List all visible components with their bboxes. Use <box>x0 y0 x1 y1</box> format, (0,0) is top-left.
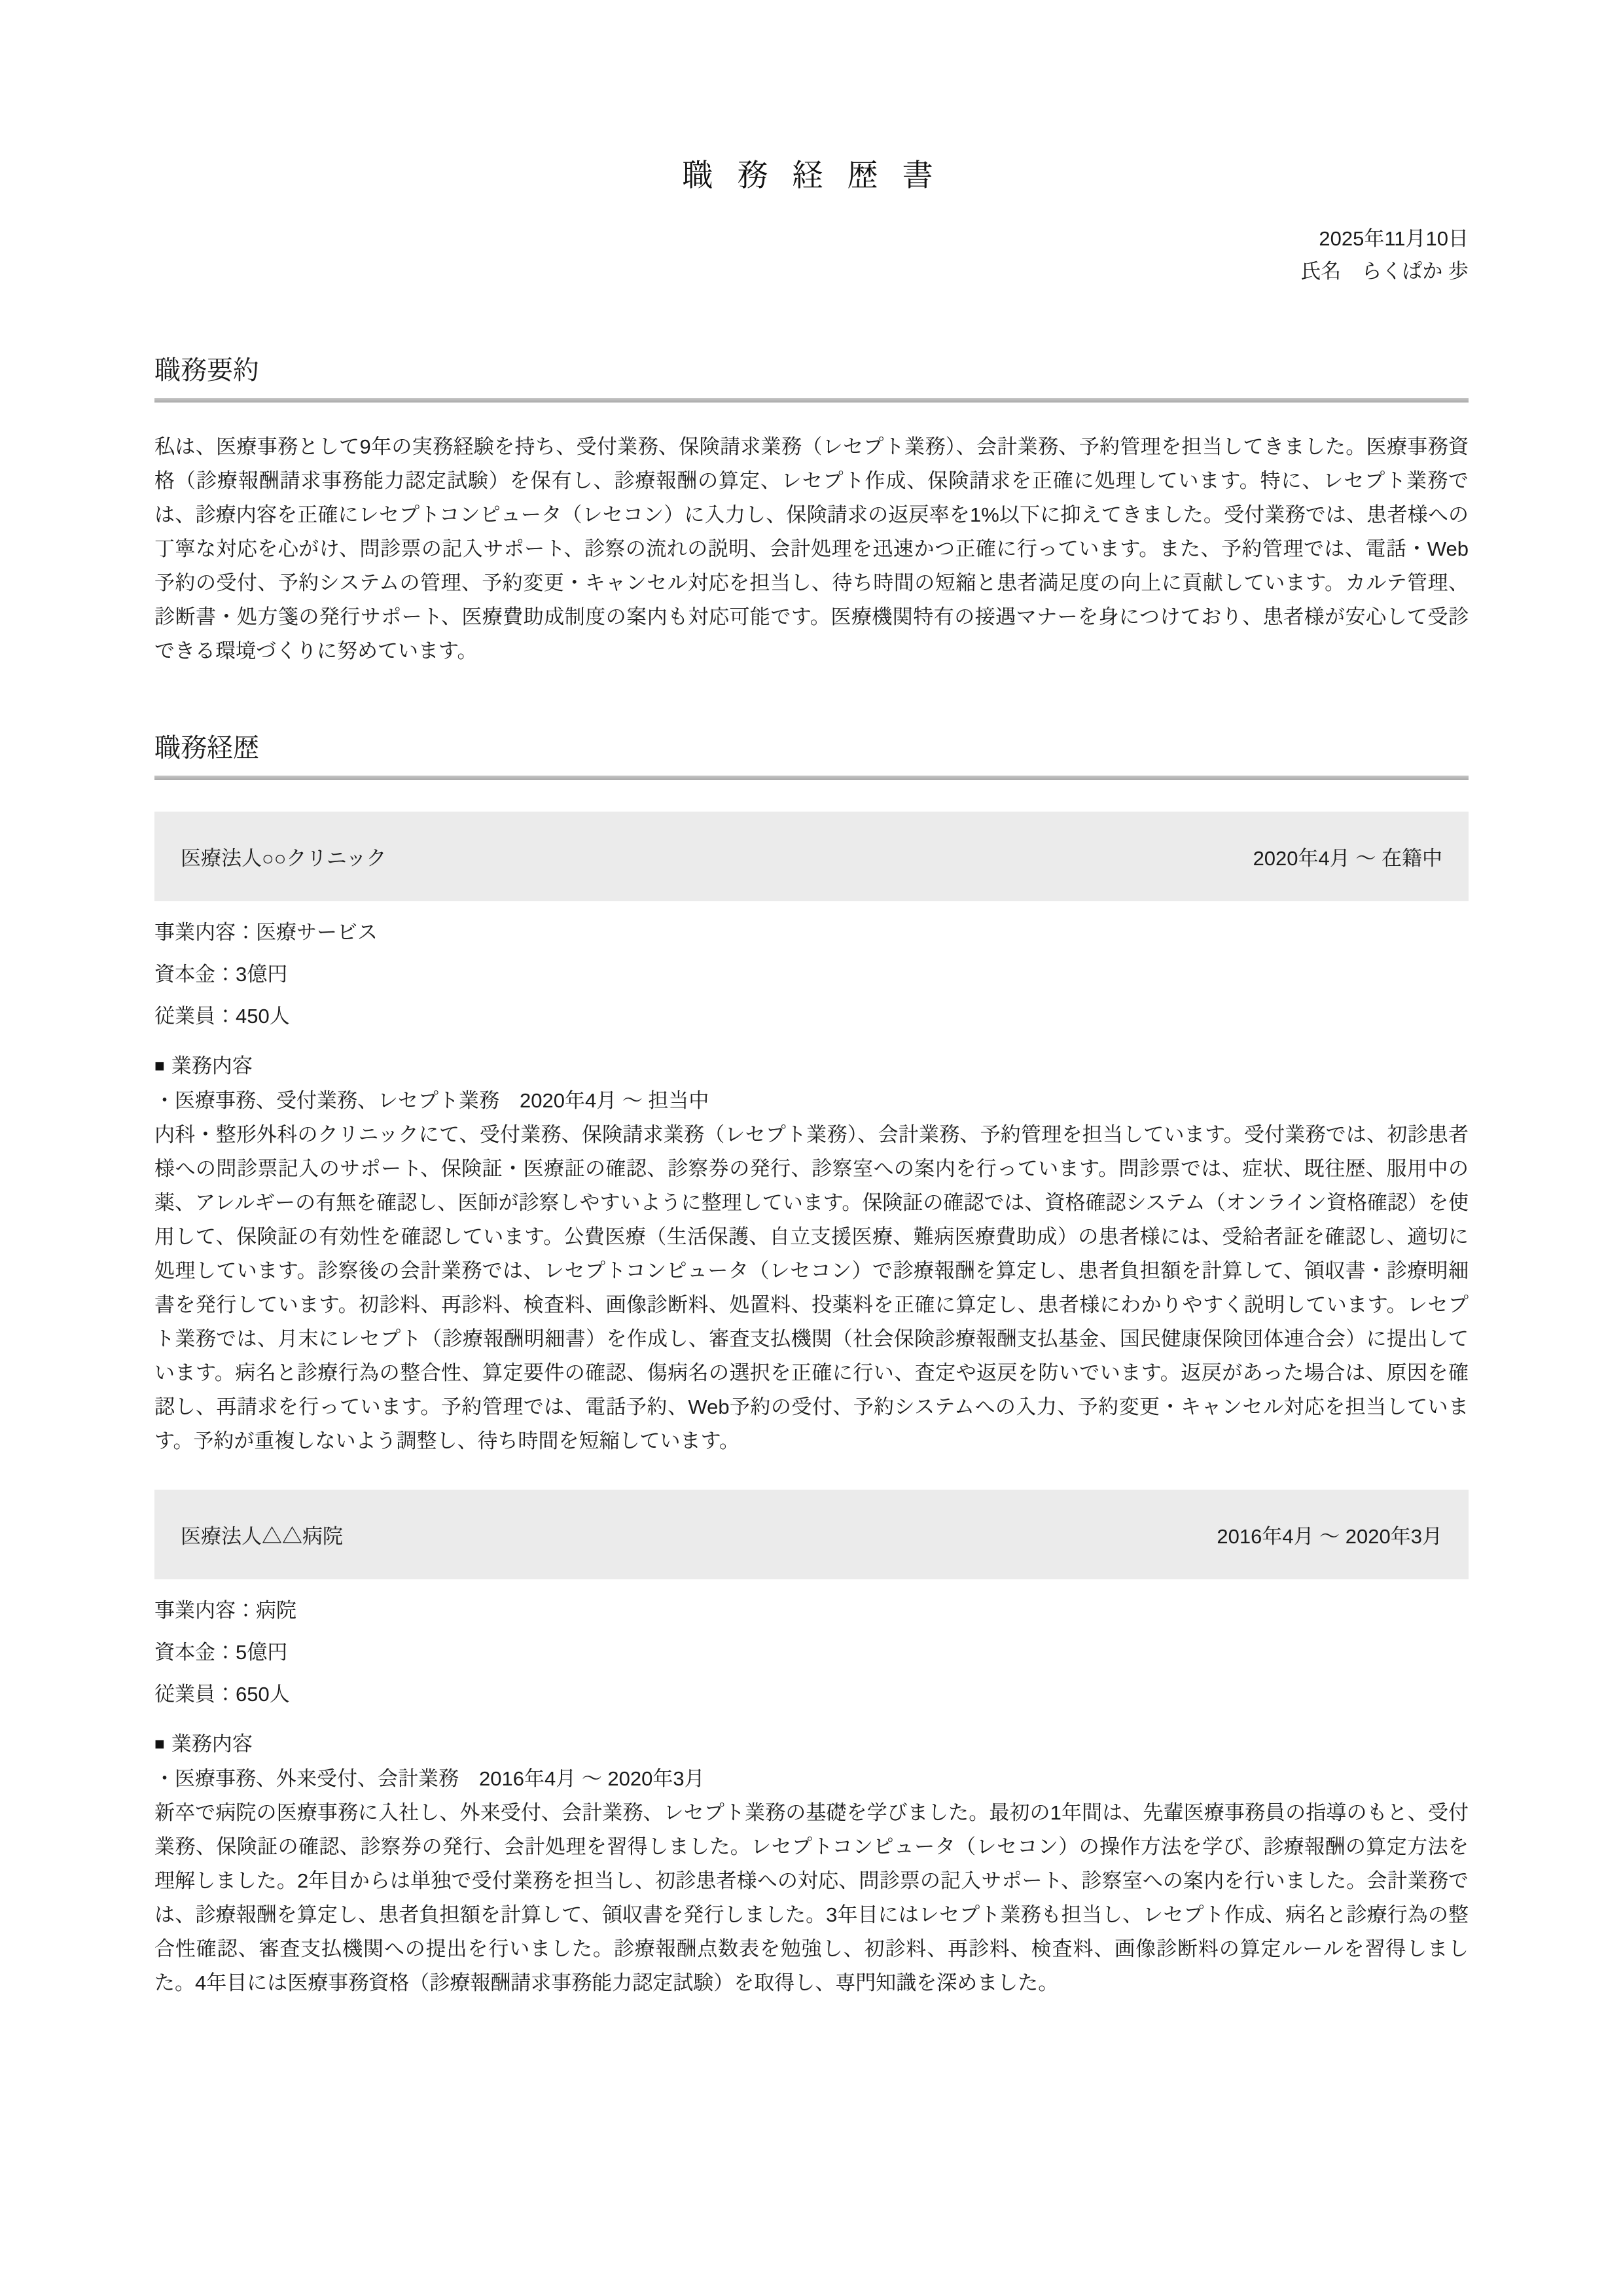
employment-period: 2016年4月 ～ 2020年3月 <box>1217 1525 1442 1548</box>
capital: 資本金：5億円 <box>154 1641 288 1664</box>
employee-count: 従業員：650人 <box>154 1683 290 1706</box>
company-name: 医療法人△△病院 <box>181 1525 343 1548</box>
square-bullet-icon: ■ <box>154 1056 165 1075</box>
role-line: ・医療事務、受付業務、レセプト業務 2020年4月 ～ 担当中 <box>154 1089 709 1112</box>
company-name: 医療法人○○クリニック <box>181 847 387 870</box>
summary-heading: 職務要約 <box>154 356 259 385</box>
capital: 資本金：3億円 <box>154 963 288 986</box>
business-description: 事業内容：病院 <box>154 1599 296 1622</box>
duties-heading-label: 業務内容 <box>171 1054 253 1077</box>
page-title: 職 務 経 歴 書 <box>682 158 941 192</box>
job-description: 新卒で病院の医療事務に入社し、外来受付、会計業務、レセプト業務の基礎を学びました。最初の1年間は、先輩医療事務員の指導のもと、受付業務、保険証の確認、診察券の発行、会計処理を習得しました。レセプトコンピュータ（レセコン）の操作方法を学び、診療報酬の算定方法を理解しました。2年目からは単独で受付業務を担当し、初診患者様への対応、問診票の記入サポート、診察室への案内を行いました。会計業務では、診療報酬を算定し、患者負担額を計算して、領収書を発行しました。3年目にはレセプト業務も担当し、レセプト作成、病名と診療行為の整合性確認、審査支払機関への提出を行いました。診療報酬点数表を勉強し、初診料、再診料、検査料、画像診断料の算定ルールを習得しました。4年目には医療事務資格（診療報酬請求事務能力認定試験）を取得し、専門知識を深めました。 <box>154 1801 1469 1994</box>
summary-section <box>154 353 1469 668</box>
role-line: ・医療事務、外来受付、会計業務 2016年4月 ～ 2020年3月 <box>154 1767 705 1790</box>
job-header <box>154 812 1469 901</box>
headline-block <box>154 223 1469 288</box>
applicant-name: 氏名 らくぱか 歩 <box>1300 260 1469 283</box>
employment-period: 2020年4月 ～ 在籍中 <box>1253 847 1442 870</box>
job-header <box>154 1490 1469 1579</box>
document-date: 2025年11月10日 <box>1319 227 1469 250</box>
job-description: 内科・整形外科のクリニックにて、受付業務、保険請求業務（レセプト業務）、会計業務、予約管理を担当しています。受付業務では、初診患者様への問診票記入のサポート、保険証・医療証の確認、診察券の発行、診察室への案内を行っています。問診票では、症状、既往歴、服用中の薬、アレルギーの有無を確認し、医師が診察しやすいように整理しています。保険証の確認では、資格確認システム（オンライン資格確認）を使用して、保険証の有効性を確認しています。公費医療（生活保護、自立支援医療、難病医療費助成）の患者様には、受給者証を確認し、適切に処理しています。診察後の会計業務では、レセプトコンピュータ（レセコン）で診療報酬を算定し、患者負担額を計算して、領収書・診療明細書を発行しています。初診料、再診料、検査料、画像診断料、処置料、投薬料を正確に算定し、患者様にわかりやすく説明しています。レセプト業務では、月末にレセプト（診療報酬明細書）を作成し、審査支払機関（社会保険診療報酬支払基金、国民健康保険団体連合会）に提出しています。病名と診療行為の整合性、算定要件の確認、傷病名の選択を正確に行い、査定や返戻を防いでいます。返戻があった場合は、原因を確認し、再請求を行っています。予約管理では、電話予約、Web予約の受付、予約システムへの入力、予約変更・キャンセル対応を担当しています。予約が重複しないよう調整し、待ち時間を短縮しています。 <box>154 1123 1469 1452</box>
summary-paragraph: 私は、医療事務として9年の実務経験を持ち、受付業務、保険請求業務（レセプト業務）、会計業務、予約管理を担当してきました。医療事務資格（診療報酬請求事務能力認定試験）を保有し、診療報酬の算定、レセプト作成、保険請求を正確に処理しています。特に、レセプト業務では、診療内容を正確にレセプトコンピュータ（レセコン）に入力し、保険請求の返戻率を1%以下に抑えてきました。受付業務では、患者様への丁寧な対応を心がけ、問診票の記入サポート、診察の流れの説明、会計処理を迅速かつ正確に行っています。また、予約管理では、電話・Web予約の受付、予約システムの管理、予約変更・キャンセル対応を担当し、待ち時間の短縮と患者満足度の向上に貢献しています。カルテ管理、診断書・処方箋の発行サポート、医療費助成制度の案内も対応可能です。医療機関特有の接遇マナーを身につけており、患者様が安心して受診できる環境づくりに努めています。 <box>154 435 1469 662</box>
section-divider <box>154 398 1469 403</box>
duties-heading <box>154 1727 1469 1762</box>
job-entry <box>154 812 1469 1458</box>
section-divider <box>154 776 1469 780</box>
history-section <box>154 731 1469 2000</box>
square-bullet-icon: ■ <box>154 1734 165 1753</box>
history-heading: 職務経歴 <box>154 734 259 762</box>
employee-count: 従業員：450人 <box>154 1005 290 1028</box>
duties-heading <box>154 1049 1469 1084</box>
duties-heading-label: 業務内容 <box>171 1732 253 1755</box>
job-details <box>154 1596 1469 1709</box>
business-description: 事業内容：医療サービス <box>154 921 378 944</box>
job-entry <box>154 1490 1469 2000</box>
job-details <box>154 918 1469 1031</box>
